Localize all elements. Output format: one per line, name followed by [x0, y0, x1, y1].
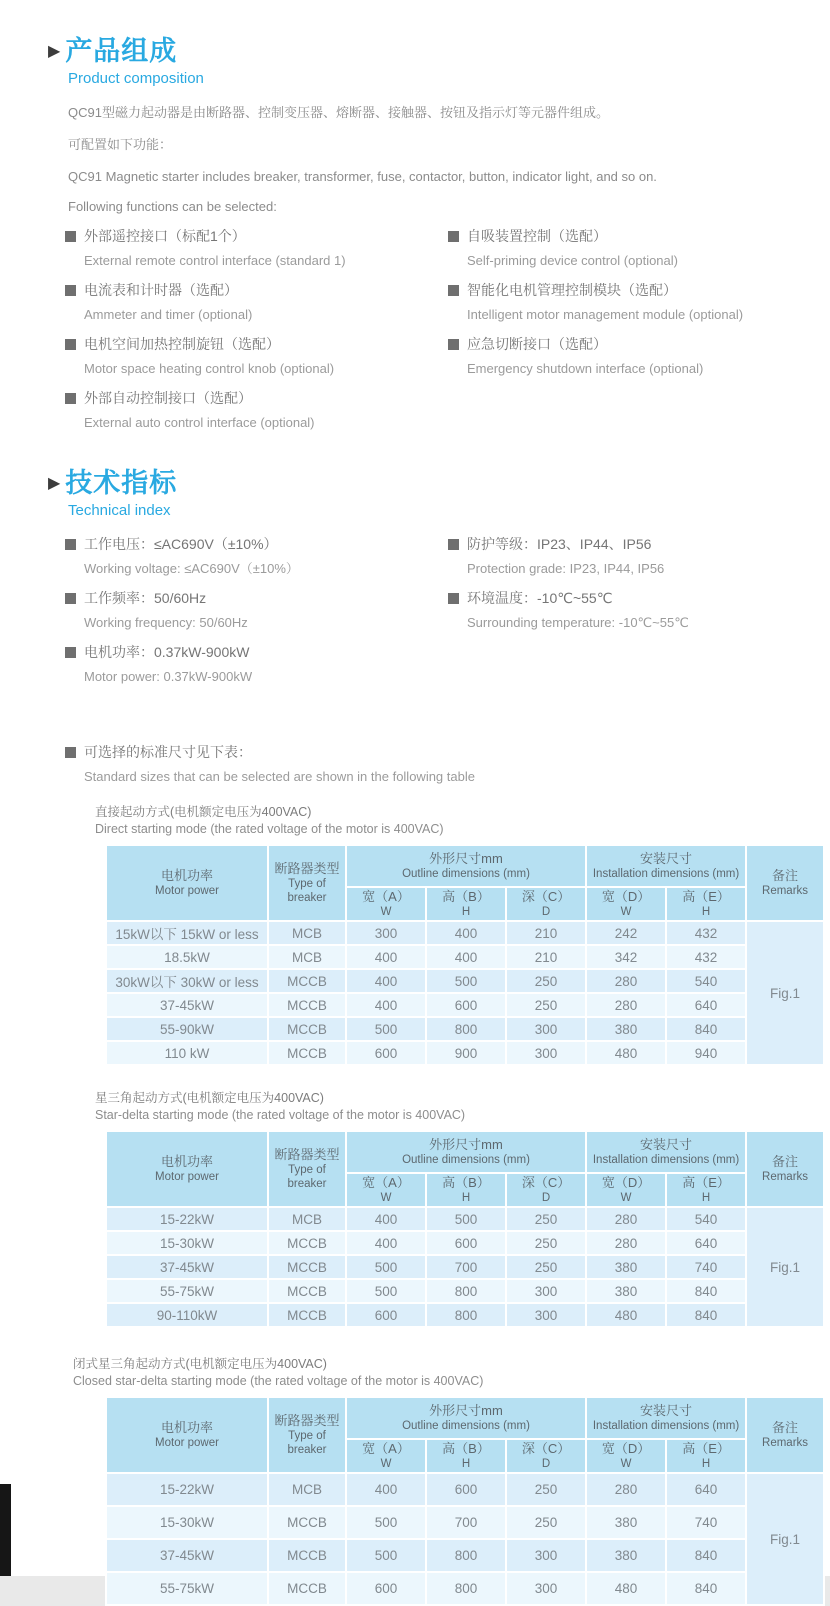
- breaker-type-cell: MCCB: [268, 993, 346, 1017]
- table-caption-en: Direct starting mode (the rated voltage of the motor is 400VAC): [95, 822, 444, 837]
- dimension-cell: 380: [586, 1255, 666, 1279]
- table-caption-en: Closed star-delta starting mode (the rated voltage of the motor is 400VAC): [73, 1374, 484, 1389]
- table-caption-cn: 闭式星三角起动方式(电机额定电压为400VAC): [73, 1357, 327, 1372]
- section-title-en: Technical index: [68, 502, 171, 520]
- dimension-cell: 280: [586, 1207, 666, 1231]
- spec-cn: 环境温度：-10℃~55℃: [467, 590, 613, 607]
- spec-en: Motor power: 0.37kW-900kW: [84, 669, 253, 685]
- motor-power-cell: 110 kW: [106, 1041, 268, 1065]
- dimension-cell: 600: [426, 1473, 506, 1506]
- table-caption: [73, 1356, 830, 1390]
- dimension-cell: 640: [666, 1473, 746, 1506]
- col-header-height-e: 高（E） H: [666, 1173, 746, 1207]
- col-header-installation-dimensions: 安装尺寸 Installation dimensions (mm): [586, 1131, 746, 1173]
- dimension-cell: 250: [506, 969, 586, 993]
- table-row: [106, 969, 824, 993]
- scan-artifact-strip: [0, 1484, 11, 1576]
- motor-power-cell: 37-45kW: [106, 993, 268, 1017]
- col-header-installation-dimensions: 安装尺寸 Installation dimensions (mm): [586, 1397, 746, 1439]
- feature-item: [65, 388, 448, 433]
- section-title-row: [48, 468, 830, 499]
- dimension-cell: 432: [666, 921, 746, 945]
- breaker-type-cell: MCCB: [268, 1017, 346, 1041]
- spec-columns: [65, 534, 830, 696]
- breaker-type-cell: MCCB: [268, 1506, 346, 1539]
- motor-power-cell: 37-45kW: [106, 1539, 268, 1572]
- breaker-type-cell: MCCB: [268, 1231, 346, 1255]
- dimension-cell: 242: [586, 921, 666, 945]
- table-row: [106, 1506, 824, 1539]
- dimension-cell: 380: [586, 1279, 666, 1303]
- dimension-cell: 300: [506, 1539, 586, 1572]
- table-caption-en: Star-delta starting mode (the rated voltage of the motor is 400VAC): [95, 1108, 466, 1123]
- square-bullet-icon: [65, 339, 76, 350]
- dimension-cell: 250: [506, 993, 586, 1017]
- dimension-cell: 600: [346, 1041, 426, 1065]
- dimension-cell: 400: [426, 921, 506, 945]
- dimension-cell: 500: [346, 1017, 426, 1041]
- dimension-cell: 250: [506, 1207, 586, 1231]
- feature-cn: 自吸装置控制（选配）: [467, 228, 607, 245]
- paragraph: QC91 Magnetic starter includes breaker, transformer, fuse, contactor, button, indicator light, and so on.: [68, 169, 657, 185]
- spec-en: Working voltage: ≤AC690V（±10%）: [84, 561, 299, 577]
- col-header-remarks: 备注 Remarks: [746, 1131, 824, 1207]
- dimension-cell: 480: [586, 1303, 666, 1327]
- dimension-cell: 540: [666, 969, 746, 993]
- square-bullet-icon: [448, 231, 459, 242]
- table-caption: [95, 804, 830, 838]
- dimension-cell: 380: [586, 1017, 666, 1041]
- motor-power-cell: 18.5kW: [106, 945, 268, 969]
- spec-cn: 工作电压：≤AC690V（±10%）: [84, 536, 278, 553]
- dimension-cell: 900: [426, 1041, 506, 1065]
- dimension-cell: 250: [506, 1473, 586, 1506]
- standard-size-note: [65, 742, 830, 787]
- dimension-cell: 380: [586, 1539, 666, 1572]
- spec-cn: 电机功率：0.37kW-900kW: [84, 644, 250, 661]
- paragraph: QC91型磁力起动器是由断路器、控制变压器、熔断器、接触器、按钮及指示灯等元器件组成。: [68, 105, 609, 121]
- dimension-cell: 400: [346, 945, 426, 969]
- size-tables: [73, 804, 830, 1606]
- direct-start-size-table: [105, 844, 825, 1066]
- dimension-cell: 250: [506, 1506, 586, 1539]
- col-header-depth-c: 深（C） D: [506, 1173, 586, 1207]
- star-delta-size-table: [105, 1130, 825, 1328]
- spec-item: [65, 534, 448, 579]
- dimension-cell: 800: [426, 1279, 506, 1303]
- col-header-width-a: 宽（A） W: [346, 1439, 426, 1473]
- table-caption: [95, 1090, 830, 1124]
- col-header-outline-dimensions: 外形尺寸mm Outline dimensions (mm): [346, 845, 586, 887]
- motor-power-cell: 90-110kW: [106, 1303, 268, 1327]
- table-row: [106, 1572, 824, 1605]
- dimension-cell: 940: [666, 1041, 746, 1065]
- feature-cn: 外部自动控制接口（选配）: [84, 390, 252, 407]
- dimension-cell: 800: [426, 1539, 506, 1572]
- square-bullet-icon: [448, 593, 459, 604]
- section-product-composition: [48, 36, 830, 442]
- col-header-depth-c: 深（C） D: [506, 1439, 586, 1473]
- dimension-cell: 300: [506, 1017, 586, 1041]
- remarks-cell: Fig.1: [746, 1473, 824, 1605]
- feature-en: External remote control interface (standard 1): [84, 253, 346, 269]
- triangle-bullet-icon: ▶: [48, 42, 61, 60]
- breaker-type-cell: MCCB: [268, 1539, 346, 1572]
- section-title-row: [48, 36, 830, 67]
- breaker-type-cell: MCCB: [268, 1572, 346, 1605]
- dimension-cell: 210: [506, 945, 586, 969]
- motor-power-cell: 55-75kW: [106, 1279, 268, 1303]
- dimension-cell: 300: [506, 1279, 586, 1303]
- feature-column-right: [448, 226, 830, 442]
- dimension-cell: 700: [426, 1255, 506, 1279]
- dimension-cell: 800: [426, 1017, 506, 1041]
- square-bullet-icon: [65, 539, 76, 550]
- dimension-cell: 600: [346, 1303, 426, 1327]
- table-caption-cn: 直接起动方式(电机额定电压为400VAC): [95, 805, 312, 820]
- spec-item: [65, 642, 448, 687]
- feature-column-left: [65, 226, 448, 442]
- col-header-height-e: 高（E） H: [666, 887, 746, 921]
- dimension-cell: 840: [666, 1572, 746, 1605]
- dimension-cell: 432: [666, 945, 746, 969]
- col-header-depth-c: 深（C） D: [506, 887, 586, 921]
- section-title-en: Product composition: [68, 70, 204, 88]
- col-header-breaker-type: 断路器类型 Type of breaker: [268, 845, 346, 921]
- table-row: [106, 1041, 824, 1065]
- feature-en: Ammeter and timer (optional): [84, 307, 253, 323]
- motor-power-cell: 15kW以下 15kW or less: [106, 921, 268, 945]
- motor-power-cell: 30kW以下 30kW or less: [106, 969, 268, 993]
- table-row: [106, 945, 824, 969]
- table-row: [106, 1539, 824, 1572]
- col-header-height-b: 高（B） H: [426, 887, 506, 921]
- breaker-type-cell: MCB: [268, 945, 346, 969]
- spec-en: Surrounding temperature: -10℃~55℃: [467, 615, 689, 631]
- dimension-cell: 600: [426, 993, 506, 1017]
- motor-power-cell: 55-90kW: [106, 1017, 268, 1041]
- breaker-type-cell: MCB: [268, 1207, 346, 1231]
- dimension-cell: 640: [666, 1231, 746, 1255]
- feature-en: Emergency shutdown interface (optional): [467, 361, 704, 377]
- spec-en: Protection grade: IP23, IP44, IP56: [467, 561, 665, 577]
- table-row: [106, 1279, 824, 1303]
- section-technical-index: [48, 468, 830, 787]
- feature-cn: 智能化电机管理控制模块（选配）: [467, 282, 677, 299]
- dimension-cell: 250: [506, 1255, 586, 1279]
- square-bullet-icon: [448, 339, 459, 350]
- feature-item: [65, 226, 448, 271]
- dimension-cell: 400: [346, 969, 426, 993]
- motor-power-cell: 37-45kW: [106, 1255, 268, 1279]
- col-header-width-d: 宽（D） W: [586, 1439, 666, 1473]
- dimension-cell: 300: [506, 1303, 586, 1327]
- remarks-cell: Fig.1: [746, 1207, 824, 1327]
- section-title-cn: 产品组成: [65, 36, 178, 66]
- table-row: [106, 1207, 824, 1231]
- feature-item: [448, 226, 830, 271]
- dimension-cell: 380: [586, 1506, 666, 1539]
- dimension-cell: 840: [666, 1303, 746, 1327]
- feature-item: [448, 280, 830, 325]
- feature-columns: [65, 226, 830, 442]
- dimension-cell: 280: [586, 1473, 666, 1506]
- dimension-cell: 500: [426, 969, 506, 993]
- table-row: [106, 993, 824, 1017]
- feature-cn: 电流表和计时器（选配）: [84, 282, 238, 299]
- paragraph: Following functions can be selected:: [68, 199, 277, 215]
- dimension-cell: 342: [586, 945, 666, 969]
- dimension-cell: 300: [346, 921, 426, 945]
- dimension-cell: 400: [346, 1207, 426, 1231]
- feature-en: Intelligent motor management module (optional): [467, 307, 744, 323]
- dimension-cell: 480: [586, 1041, 666, 1065]
- col-header-motor-power: 电机功率 Motor power: [106, 845, 268, 921]
- spec-en: Working frequency: 50/60Hz: [84, 615, 248, 631]
- dimension-cell: 500: [346, 1255, 426, 1279]
- square-bullet-icon: [65, 593, 76, 604]
- note-en: Standard sizes that can be selected are shown in the following table: [84, 769, 475, 785]
- col-header-outline-dimensions: 外形尺寸mm Outline dimensions (mm): [346, 1131, 586, 1173]
- col-header-motor-power: 电机功率 Motor power: [106, 1131, 268, 1207]
- dimension-cell: 250: [506, 1231, 586, 1255]
- remarks-cell: Fig.1: [746, 921, 824, 1065]
- table-row: [106, 1303, 824, 1327]
- breaker-type-cell: MCCB: [268, 1279, 346, 1303]
- col-header-remarks: 备注 Remarks: [746, 1397, 824, 1473]
- square-bullet-icon: [65, 393, 76, 404]
- table-row: [106, 1017, 824, 1041]
- feature-en: Motor space heating control knob (optional): [84, 361, 335, 377]
- dimension-cell: 400: [346, 993, 426, 1017]
- dimension-cell: 480: [586, 1572, 666, 1605]
- square-bullet-icon: [65, 647, 76, 658]
- breaker-type-cell: MCCB: [268, 969, 346, 993]
- dimension-cell: 280: [586, 1231, 666, 1255]
- spec-cn: 防护等级：IP23、IP44、IP56: [467, 536, 652, 553]
- note-cn: 可选择的标准尺寸见下表：: [84, 744, 252, 761]
- col-header-width-a: 宽（A） W: [346, 887, 426, 921]
- dimension-cell: 500: [346, 1539, 426, 1572]
- spec-column-right: [448, 534, 830, 696]
- dimension-cell: 300: [506, 1572, 586, 1605]
- spec-item: [448, 534, 830, 579]
- dimension-cell: 500: [426, 1207, 506, 1231]
- dimension-cell: 800: [426, 1303, 506, 1327]
- square-bullet-icon: [65, 747, 76, 758]
- motor-power-cell: 55-75kW: [106, 1572, 268, 1605]
- intro-paragraphs: [68, 102, 830, 217]
- dimension-cell: 500: [346, 1279, 426, 1303]
- dimension-cell: 280: [586, 969, 666, 993]
- dimension-cell: 700: [426, 1506, 506, 1539]
- table-caption-cn: 星三角起动方式(电机额定电压为400VAC): [95, 1091, 324, 1106]
- dimension-cell: 600: [346, 1572, 426, 1605]
- dimension-cell: 840: [666, 1539, 746, 1572]
- col-header-width-d: 宽（D） W: [586, 887, 666, 921]
- col-header-width-d: 宽（D） W: [586, 1173, 666, 1207]
- motor-power-cell: 15-30kW: [106, 1231, 268, 1255]
- dimension-cell: 740: [666, 1255, 746, 1279]
- motor-power-cell: 15-30kW: [106, 1506, 268, 1539]
- triangle-bullet-icon: ▶: [48, 474, 61, 492]
- square-bullet-icon: [65, 285, 76, 296]
- breaker-type-cell: MCCB: [268, 1041, 346, 1065]
- feature-item: [448, 334, 830, 379]
- spec-item: [448, 588, 830, 633]
- dimension-cell: 840: [666, 1279, 746, 1303]
- spec-column-left: [65, 534, 448, 696]
- col-header-remarks: 备注 Remarks: [746, 845, 824, 921]
- dimension-cell: 400: [346, 1231, 426, 1255]
- col-header-breaker-type: 断路器类型 Type of breaker: [268, 1131, 346, 1207]
- dimension-cell: 740: [666, 1506, 746, 1539]
- breaker-type-cell: MCCB: [268, 1255, 346, 1279]
- dimension-cell: 840: [666, 1017, 746, 1041]
- breaker-type-cell: MCB: [268, 921, 346, 945]
- dimension-cell: 280: [586, 993, 666, 1017]
- col-header-installation-dimensions: 安装尺寸 Installation dimensions (mm): [586, 845, 746, 887]
- spec-item: [65, 588, 448, 633]
- col-header-height-b: 高（B） H: [426, 1439, 506, 1473]
- dimension-cell: 300: [506, 1041, 586, 1065]
- dimension-cell: 210: [506, 921, 586, 945]
- col-header-width-a: 宽（A） W: [346, 1173, 426, 1207]
- closed-star-delta-size-table: [105, 1396, 825, 1606]
- square-bullet-icon: [448, 539, 459, 550]
- col-header-height-e: 高（E） H: [666, 1439, 746, 1473]
- dimension-cell: 800: [426, 1572, 506, 1605]
- col-header-breaker-type: 断路器类型 Type of breaker: [268, 1397, 346, 1473]
- square-bullet-icon: [448, 285, 459, 296]
- table-row: [106, 1255, 824, 1279]
- dimension-cell: 400: [426, 945, 506, 969]
- feature-en: Self-priming device control (optional): [467, 253, 678, 269]
- feature-cn: 外部遥控接口（标配1个）: [84, 228, 246, 245]
- section-title-cn: 技术指标: [65, 468, 178, 499]
- table-row: [106, 1473, 824, 1506]
- motor-power-cell: 15-22kW: [106, 1473, 268, 1506]
- feature-cn: 电机空间加热控制旋钮（选配）: [84, 336, 280, 353]
- breaker-type-cell: MCB: [268, 1473, 346, 1506]
- feature-item: [65, 280, 448, 325]
- breaker-type-cell: MCCB: [268, 1303, 346, 1327]
- square-bullet-icon: [65, 231, 76, 242]
- dimension-cell: 640: [666, 993, 746, 1017]
- paragraph: 可配置如下功能：: [68, 137, 173, 153]
- feature-cn: 应急切断接口（选配）: [467, 336, 607, 353]
- feature-item: [65, 334, 448, 379]
- dimension-cell: 500: [346, 1506, 426, 1539]
- col-header-motor-power: 电机功率 Motor power: [106, 1397, 268, 1473]
- col-header-height-b: 高（B） H: [426, 1173, 506, 1207]
- table-row: [106, 1231, 824, 1255]
- dimension-cell: 400: [346, 1473, 426, 1506]
- spec-cn: 工作频率：50/60Hz: [84, 590, 207, 607]
- col-header-outline-dimensions: 外形尺寸mm Outline dimensions (mm): [346, 1397, 586, 1439]
- motor-power-cell: 15-22kW: [106, 1207, 268, 1231]
- feature-en: External auto control interface (optional): [84, 415, 315, 431]
- dimension-cell: 600: [426, 1231, 506, 1255]
- table-row: [106, 921, 824, 945]
- dimension-cell: 540: [666, 1207, 746, 1231]
